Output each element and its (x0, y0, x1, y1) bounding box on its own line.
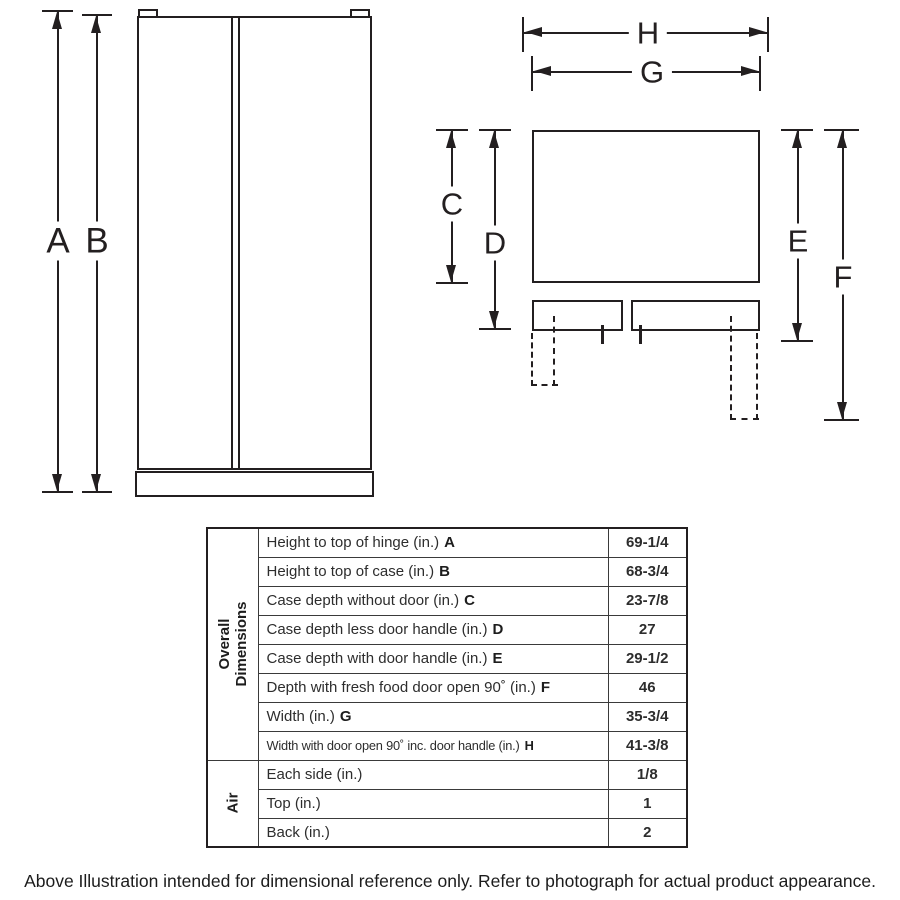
row-label: Height to top of hinge (in.) A (258, 528, 608, 557)
dashed-line (531, 384, 558, 386)
dim-d-arrow-down-icon (489, 311, 499, 328)
dim-e-arrow-down-icon (792, 323, 802, 340)
row-value: 1/8 (608, 760, 687, 789)
row-label: Case depth less door handle (in.) D (258, 615, 608, 644)
dim-g-arrow-right-icon (741, 66, 758, 76)
dim-h-arrow-left-icon (525, 27, 542, 37)
dashed-line (553, 316, 555, 386)
door-split-line-right (238, 16, 240, 470)
dim-a-arrow-down-icon (52, 474, 62, 491)
hinge-left (138, 9, 158, 18)
row-label: Case depth with door handle (in.) E (258, 644, 608, 673)
row-label: Width (in.) G (258, 702, 608, 731)
row-value: 35-3/4 (608, 702, 687, 731)
fresh-food-door-top (631, 300, 760, 331)
dim-a-arrow-up-icon (52, 12, 62, 29)
spec-table (206, 527, 688, 848)
table-row (207, 673, 687, 702)
table-row (207, 789, 687, 818)
rotated-header (216, 602, 251, 687)
dim-label-a: A (38, 222, 77, 261)
door-handle-left (601, 325, 604, 344)
dim-label-b: B (77, 222, 116, 261)
row-label: Case depth without door (in.) C (258, 586, 608, 615)
row-value: 41-3/8 (608, 731, 687, 760)
group-header-overall-dimensions (207, 528, 258, 760)
dim-label-c: C (433, 187, 471, 222)
row-value: 46 (608, 673, 687, 702)
dim-f-arrow-down-icon (837, 402, 847, 419)
dim-h-arrow-right-icon (749, 27, 766, 37)
fridge-front-outline (137, 16, 372, 470)
group-header-air (207, 760, 258, 847)
dim-h-tick-right (767, 17, 769, 52)
row-value: 29-1/2 (608, 644, 687, 673)
dim-f-tick-bottom (824, 419, 859, 421)
dashed-line (730, 418, 759, 420)
case-top-outline (532, 130, 760, 283)
dim-g-arrow-left-icon (534, 66, 551, 76)
dim-c-arrow-up-icon (446, 131, 456, 148)
header-line: Dimensions (232, 601, 250, 687)
table-row (207, 615, 687, 644)
dim-h-tick-left (522, 17, 524, 52)
dim-f-arrow-up-icon (837, 131, 847, 148)
dim-e-arrow-up-icon (792, 131, 802, 148)
door-handle-right (639, 325, 642, 344)
dim-b-arrow-up-icon (91, 16, 101, 33)
dim-label-d: D (476, 226, 514, 261)
dim-c-arrow-down-icon (446, 265, 456, 282)
door-split-line-left (231, 16, 233, 470)
footer-disclaimer: Above Illustration intended for dimensional reference only. Refer to photograph for actual product appearance. (24, 871, 876, 891)
dim-g-tick-right (759, 56, 761, 91)
table-row (207, 586, 687, 615)
row-label: Each side (in.) (258, 760, 608, 789)
rotated-header (224, 793, 241, 814)
dim-label-g: G (632, 55, 672, 90)
dim-label-e: E (780, 224, 817, 259)
row-value: 2 (608, 818, 687, 847)
dim-e-tick-bottom (781, 340, 813, 342)
row-label: Height to top of case (in.) B (258, 557, 608, 586)
row-label: Depth with fresh food door open 90˚ (in.) F (258, 673, 608, 702)
freezer-door-top (532, 300, 623, 331)
table-row (207, 818, 687, 847)
dimensions-table (206, 527, 686, 848)
table-row (207, 528, 687, 557)
row-label: Top (in.) (258, 789, 608, 818)
table-row (207, 760, 687, 789)
kickplate-base (135, 471, 374, 497)
dim-c-tick-bottom (436, 282, 468, 284)
hinge-right (350, 9, 370, 18)
header-line: Air (224, 792, 242, 814)
dim-g-tick-left (531, 56, 533, 91)
dashed-line (756, 333, 758, 420)
header-line: Overall (215, 618, 233, 670)
dim-label-h: H (629, 16, 667, 51)
table-row (207, 731, 687, 760)
row-value: 23-7/8 (608, 586, 687, 615)
row-label: Width with door open 90˚ inc. door handle (in.) H (258, 731, 608, 760)
dashed-line (531, 333, 533, 386)
dashed-line (730, 316, 732, 420)
dim-d-arrow-up-icon (489, 131, 499, 148)
dim-b-arrow-down-icon (91, 474, 101, 491)
table-row (207, 644, 687, 673)
dim-label-f: F (826, 260, 861, 295)
row-value: 27 (608, 615, 687, 644)
table-row (207, 557, 687, 586)
row-value: 68-3/4 (608, 557, 687, 586)
table-row (207, 702, 687, 731)
row-value: 69-1/4 (608, 528, 687, 557)
row-value: 1 (608, 789, 687, 818)
row-label: Back (in.) (258, 818, 608, 847)
